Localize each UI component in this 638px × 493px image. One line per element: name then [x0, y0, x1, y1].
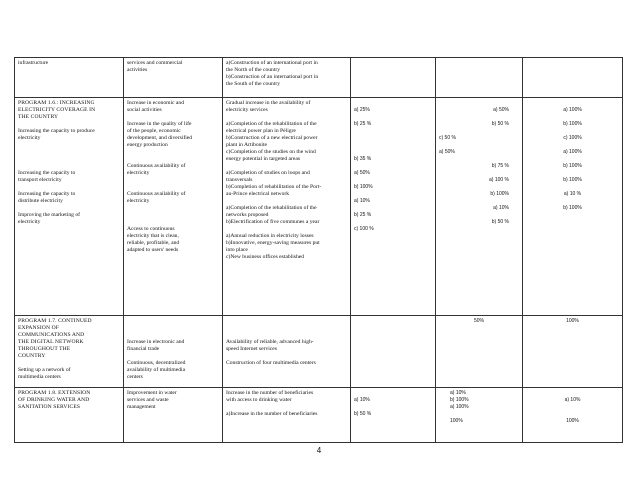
cell-outcome: Improvement in water services and waste management [124, 388, 223, 443]
cell-target-3 [523, 58, 623, 98]
cell-target-3: a) 100% b) 100% c) 100% a) 100% b) 100% b) 100% a) 10 % b) 100% [523, 98, 623, 316]
cell-target-2: a) 50% b) 50 % c) 50 % a) 50% b) 75 % a) 100 % b) 100% a) 10% b) 50 % [436, 98, 523, 316]
cell-target-1 [351, 316, 436, 388]
table-row [15, 388, 623, 443]
cell-target-1: a) 10% b) 50 % [351, 388, 436, 443]
cell-indicator: a)Construction of an international port in the North of the country b)Construction of an international port in the South of the country [223, 58, 351, 98]
cell-target-2: a) 10% b) 100% a) 100% 100% [436, 388, 523, 443]
cell-target-2 [436, 58, 523, 98]
cell-indicator: Increase in the number of beneficiaries with access to drinking water a)Increase in the number of beneficiaries [223, 388, 351, 443]
cell-outcome: Increase in electronic and financial trade Continuous, decentralized availability of multimedia centers [124, 316, 223, 388]
table-row [15, 58, 623, 98]
cell-target-1: a) 25% b) 25 % b) 35 % a) 50% b) 100% a) 10% b) 25 % c) 100 % [351, 98, 436, 316]
cell-indicator: Availability of reliable, advanced high- speed Internet services Construction of four multimedia centers [223, 316, 351, 388]
table-row [15, 316, 623, 388]
cell-objective: infrastructure [15, 58, 124, 98]
cell-outcome: Increase in economic and social activities Increase in the quality of life of the people, economic development, and diversified energy production Continuous availability of electricity Continuous availability of electricity Access to continuous electricity that is clean, reliable, profitable, and adapted to users' needs [124, 98, 223, 316]
cell-objective: PROGRAM 1.6.: INCREASING ELECTRICITY COVERAGE IN THE COUNTRY Increasing the capacity to produce electricity Increasing the capacity to transport electricity Increasing the capacity to distribute electricity Improving the marketing of electricity [15, 98, 124, 316]
cell-indicator: Gradual increase in the availability of electricity services a)Completion of the rehabilitation of the electrical power plan in Péligre b)Construction of a new electrical power plant in Artibonite c)Completion of the studies on the wind energy potential in targeted areas a)Completion of studies on loops and transversals b)Completion of rehabilitation of the Port- au-Prince electrical network a)Completion of the rehabilitation of the networks proposed b)Electrification of five communes a year a)Annual reduction in electricity losses b)Innovative, energy-saving measures put into place c)New business offices established [223, 98, 351, 316]
cell-target-2: 50% [436, 316, 523, 388]
cell-objective: PROGRAM 1.7. CONTINUED EXPANSION OF COMMUNICATIONS AND THE DIGITAL NETWORK THROUGHOUT THE COUNTRY Setting up a network of multimedia centers [15, 316, 124, 388]
results-table [14, 57, 623, 443]
cell-target-3: 100% [523, 316, 623, 388]
cell-target-3: a) 10% 100% [523, 388, 623, 443]
cell-target-1 [351, 58, 436, 98]
page-number: 4 [316, 446, 322, 455]
table-row [15, 98, 623, 316]
cell-objective: PROGRAM 1.8. EXTENSION OF DRINKING WATER AND SANITATION SERVICES [15, 388, 124, 443]
cell-outcome: services and commercial activities [124, 58, 223, 98]
